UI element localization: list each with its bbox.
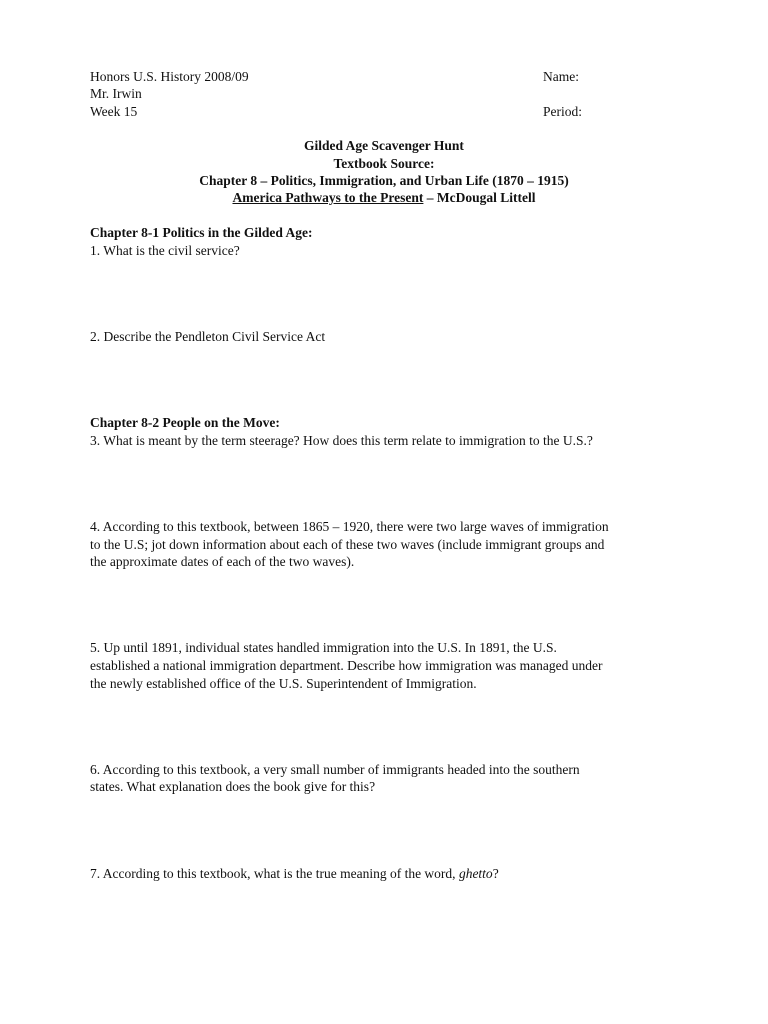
question-7-suffix: ? <box>492 866 499 881</box>
question-4-line-2: to the U.S; jot down information about each of these two waves (include immigrant groups and <box>90 537 605 552</box>
worksheet-title: Gilded Age Scavenger Hunt <box>304 138 464 153</box>
question-7-text: 7. According to this textbook, what is the true meaning of the word, <box>90 866 459 881</box>
teacher-name: Mr. Irwin <box>90 86 142 101</box>
question-2: 2. Describe the Pendleton Civil Service Act <box>90 329 326 344</box>
course-name: Honors U.S. History 2008/09 <box>90 69 249 84</box>
period-label: Period: <box>543 104 582 119</box>
question-6-line-2: states. What explanation does the book give for this? <box>90 779 376 794</box>
book-separator: – <box>423 190 437 205</box>
chapter-title: Chapter 8 – Politics, Immigration, and Urban Life (1870 – 1915) <box>199 173 569 188</box>
question-5-line-3: the newly established office of the U.S. Superintendent of Immigration. <box>90 676 477 691</box>
publisher-name: McDougal Littell <box>436 190 536 205</box>
question-6-line-1: 6. According to this textbook, a very small number of immigrants headed into the southern <box>90 762 580 777</box>
book-citation <box>0 189 768 207</box>
student-name-label: Name: <box>543 69 579 84</box>
question-5-line-2: established a national immigration department. Describe how immigration was managed under <box>90 658 603 673</box>
question-4-line-1: 4. According to this textbook, between 1865 – 1920, there were two large waves of immigration <box>90 519 609 534</box>
question-5-line-1: 5. Up until 1891, individual states handled immigration into the U.S. In 1891, the U.S. <box>90 640 557 655</box>
question-7-term: ghetto <box>458 866 493 881</box>
section-heading-8-1: Chapter 8-1 Politics in the Gilded Age: <box>90 225 313 240</box>
question-3: 3. What is meant by the term steerage? How does this term relate to immigration to the U.S.? <box>90 433 593 448</box>
textbook-source-label: Textbook Source: <box>333 156 435 171</box>
question-1: 1. What is the civil service? <box>90 243 240 258</box>
question-7 <box>90 865 499 883</box>
book-title: America Pathways to the Present <box>232 190 424 205</box>
section-heading-8-2: Chapter 8-2 People on the Move: <box>90 415 280 430</box>
question-4-line-3: the approximate dates of each of the two waves). <box>90 554 355 569</box>
week-label: Week 15 <box>90 104 138 119</box>
